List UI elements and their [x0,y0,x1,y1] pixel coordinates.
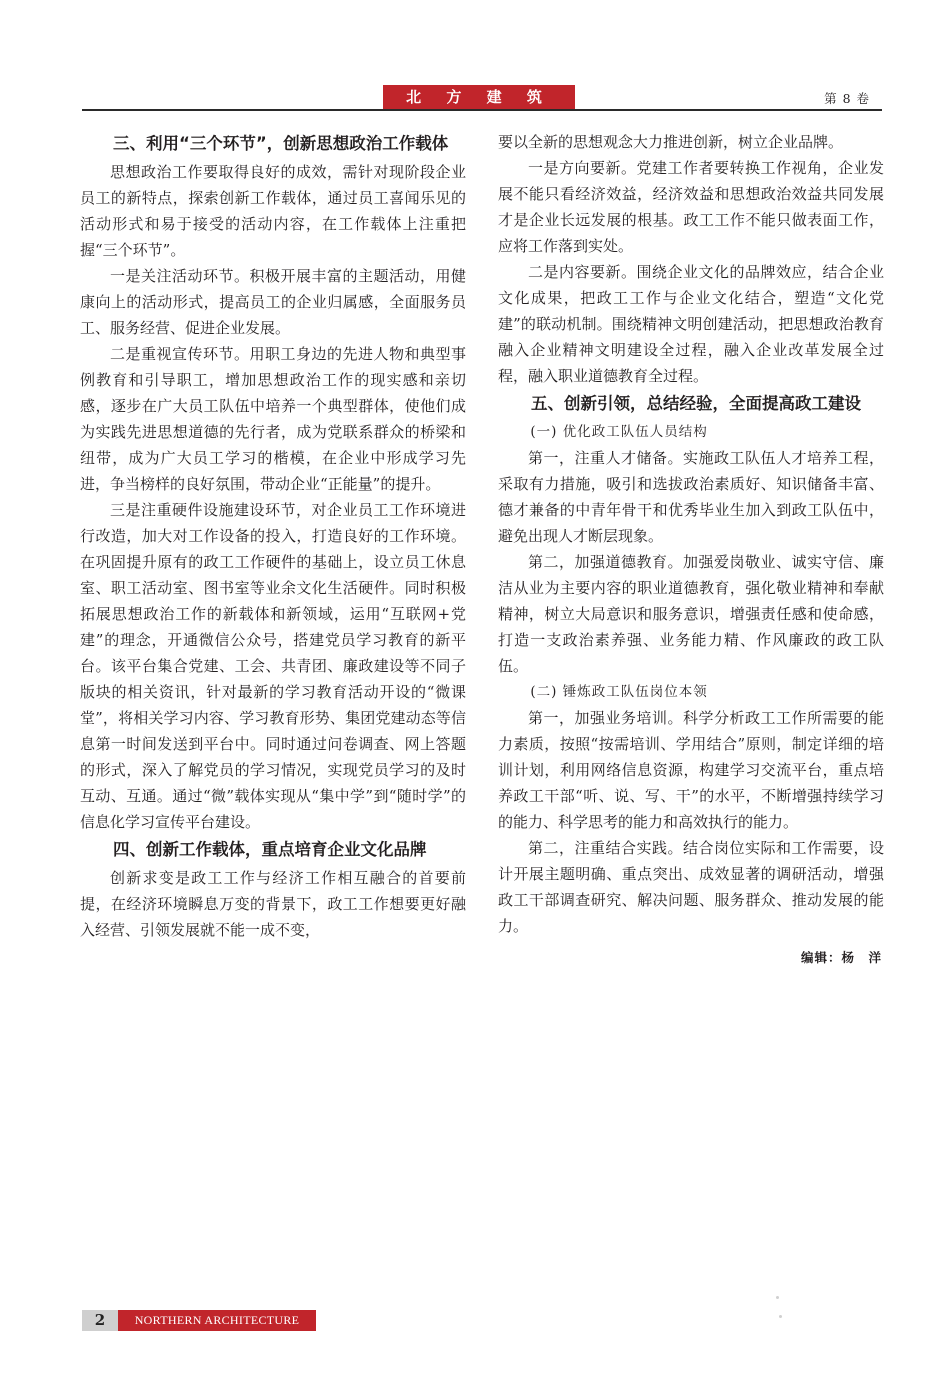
paragraph: 二是内容要新。围绕企业文化的品牌效应，结合企业文化成果，把政工工作与企业文化结合，塑造“文化党建”的联动机制。围绕精神文明创建活动，把思想政治教育融入企业精神文明建设全过程，融入企业改革发展全过程，融入职业道德教育全过程。 [498,263,884,385]
right-column [498,129,884,971]
paragraph: 第二，加强道德教育。加强爱岗敬业、诚实守信、廉洁从业为主要内容的职业道德教育，强化敬业精神和奉献精神，树立大局意识和服务意识，增强责任感和使命感，打造一支政治素养强、业务能力精、作风廉政的政工队伍。 [498,553,884,675]
paragraph: 第一，注重人才储备。实施政工队伍人才培养工程，采取有力措施，吸引和选拔政治素质好、知识储备丰富、德才兼备的中青年骨干和优秀毕业生加入到政工队伍中，避免出现人才断层现象。 [498,449,884,545]
scan-speck [779,1315,782,1318]
section-heading: 三、利用“三个环节”，创新思想政治工作载体 [113,134,449,153]
paragraph: 二是重视宣传环节。用职工身边的先进人物和典型事例教育和引导职工，增加思想政治工作的现实感和亲切感，逐步在广大员工队伍中培养一个典型群体，使他们成为实践先进思想道德的先行者，成为党联系群众的桥梁和纽带，成为广大员工学习的楷模，在企业中形成学习先进，争当榜样的良好氛围，带动企业“正能量”的提升。 [80,345,466,493]
editor-credit: 编辑：杨 洋 [800,950,882,965]
section-heading: 四、创新工作载体，重点培育企业文化品牌 [113,840,427,859]
volume-label: 第 8 卷 [824,91,870,106]
right-column-body [498,129,884,939]
paragraph: 第二，注重结合实践。结合岗位实际和工作需要，设计开展主题明确、重点突出、成效显著的调研活动，增强政工干部调查研究、解决问题、服务群众、推动发展的能力。 [498,839,884,935]
paragraph: 一是关注活动环节。积极开展丰富的主题活动，用健康向上的活动形式，提高员工的企业归属感，全面服务员工、服务经营、促进企业发展。 [80,267,466,337]
paragraph-continuation: 要以全新的思想观念大力推进创新，树立企业品牌。 [498,133,844,151]
paragraph: 一是方向要新。党建工作者要转换工作视角，企业发展不能只看经济效益，经济效益和思想政治效益共同发展才是企业长远发展的根基。政工工作不能只做表面工作，应将工作落到实处。 [498,159,884,255]
left-column [80,129,466,943]
paragraph: 创新求变是政工工作与经济工作相互融合的首要前提，在经济环境瞬息万变的背景下，政工工作想要更好融入经营、引领发展就不能一成不变， [80,869,466,939]
section-heading: 五、创新引领，总结经验，全面提高政工建设 [531,394,861,413]
header-rule [82,109,882,111]
journal-name-english: NORTHERN ARCHITECTURE [118,1310,316,1331]
subsection-heading: (一) 优化政工队伍人员结构 [530,424,708,440]
paragraph: 思想政治工作要取得良好的成效，需针对现阶段企业员工的新特点，探索创新工作载体，通过员工喜闻乐见的活动形式和易于接受的活动内容，在工作载体上注重把握“三个环节”。 [80,163,466,259]
page-number: 2 [82,1310,118,1331]
paragraph: 三是注重硬件设施建设环节，对企业员工工作环境进行改造，加大对工作设备的投入，打造良好的工作环境。在巩固提升原有的政工工作硬件的基础上，设立员工休息室、职工活动室、图书室等业余文化生活硬件。同时积极拓展思想政治工作的新载体和新领域，运用“互联网+党建”的理念，开通微信公众号，搭建党员学习教育的新平台。该平台集合党建、工会、共青团、廉政建设等不同子版块的相关资讯，针对最新的学习教育活动开设的“微课堂”，将相关学习内容、学习教育形势、集团党建动态等信息第一时间发送到平台中。同时通过问卷调查、网上答题的形式，深入了解党员的学习情况，实现党员学习的及时互动、互通。通过“微”载体实现从“集中学”到“随时学”的信息化学习宣传平台建设。 [80,501,466,831]
paragraph: 第一，加强业务培训。科学分析政工工作所需要的能力素质，按照“按需培训、学用结合”原则，制定详细的培训计划，利用网络信息资源，构建学习交流平台，重点培养政工干部“听、说、写、干”的水平，不断增强持续学习的能力、科学思考的能力和高效执行的能力。 [498,709,884,831]
page-footer [82,1310,316,1331]
scan-speck [776,1296,779,1299]
subsection-heading: (二) 锤炼政工队伍岗位本领 [530,684,708,700]
journal-title-tab: 北 方 建 筑 [383,85,575,109]
